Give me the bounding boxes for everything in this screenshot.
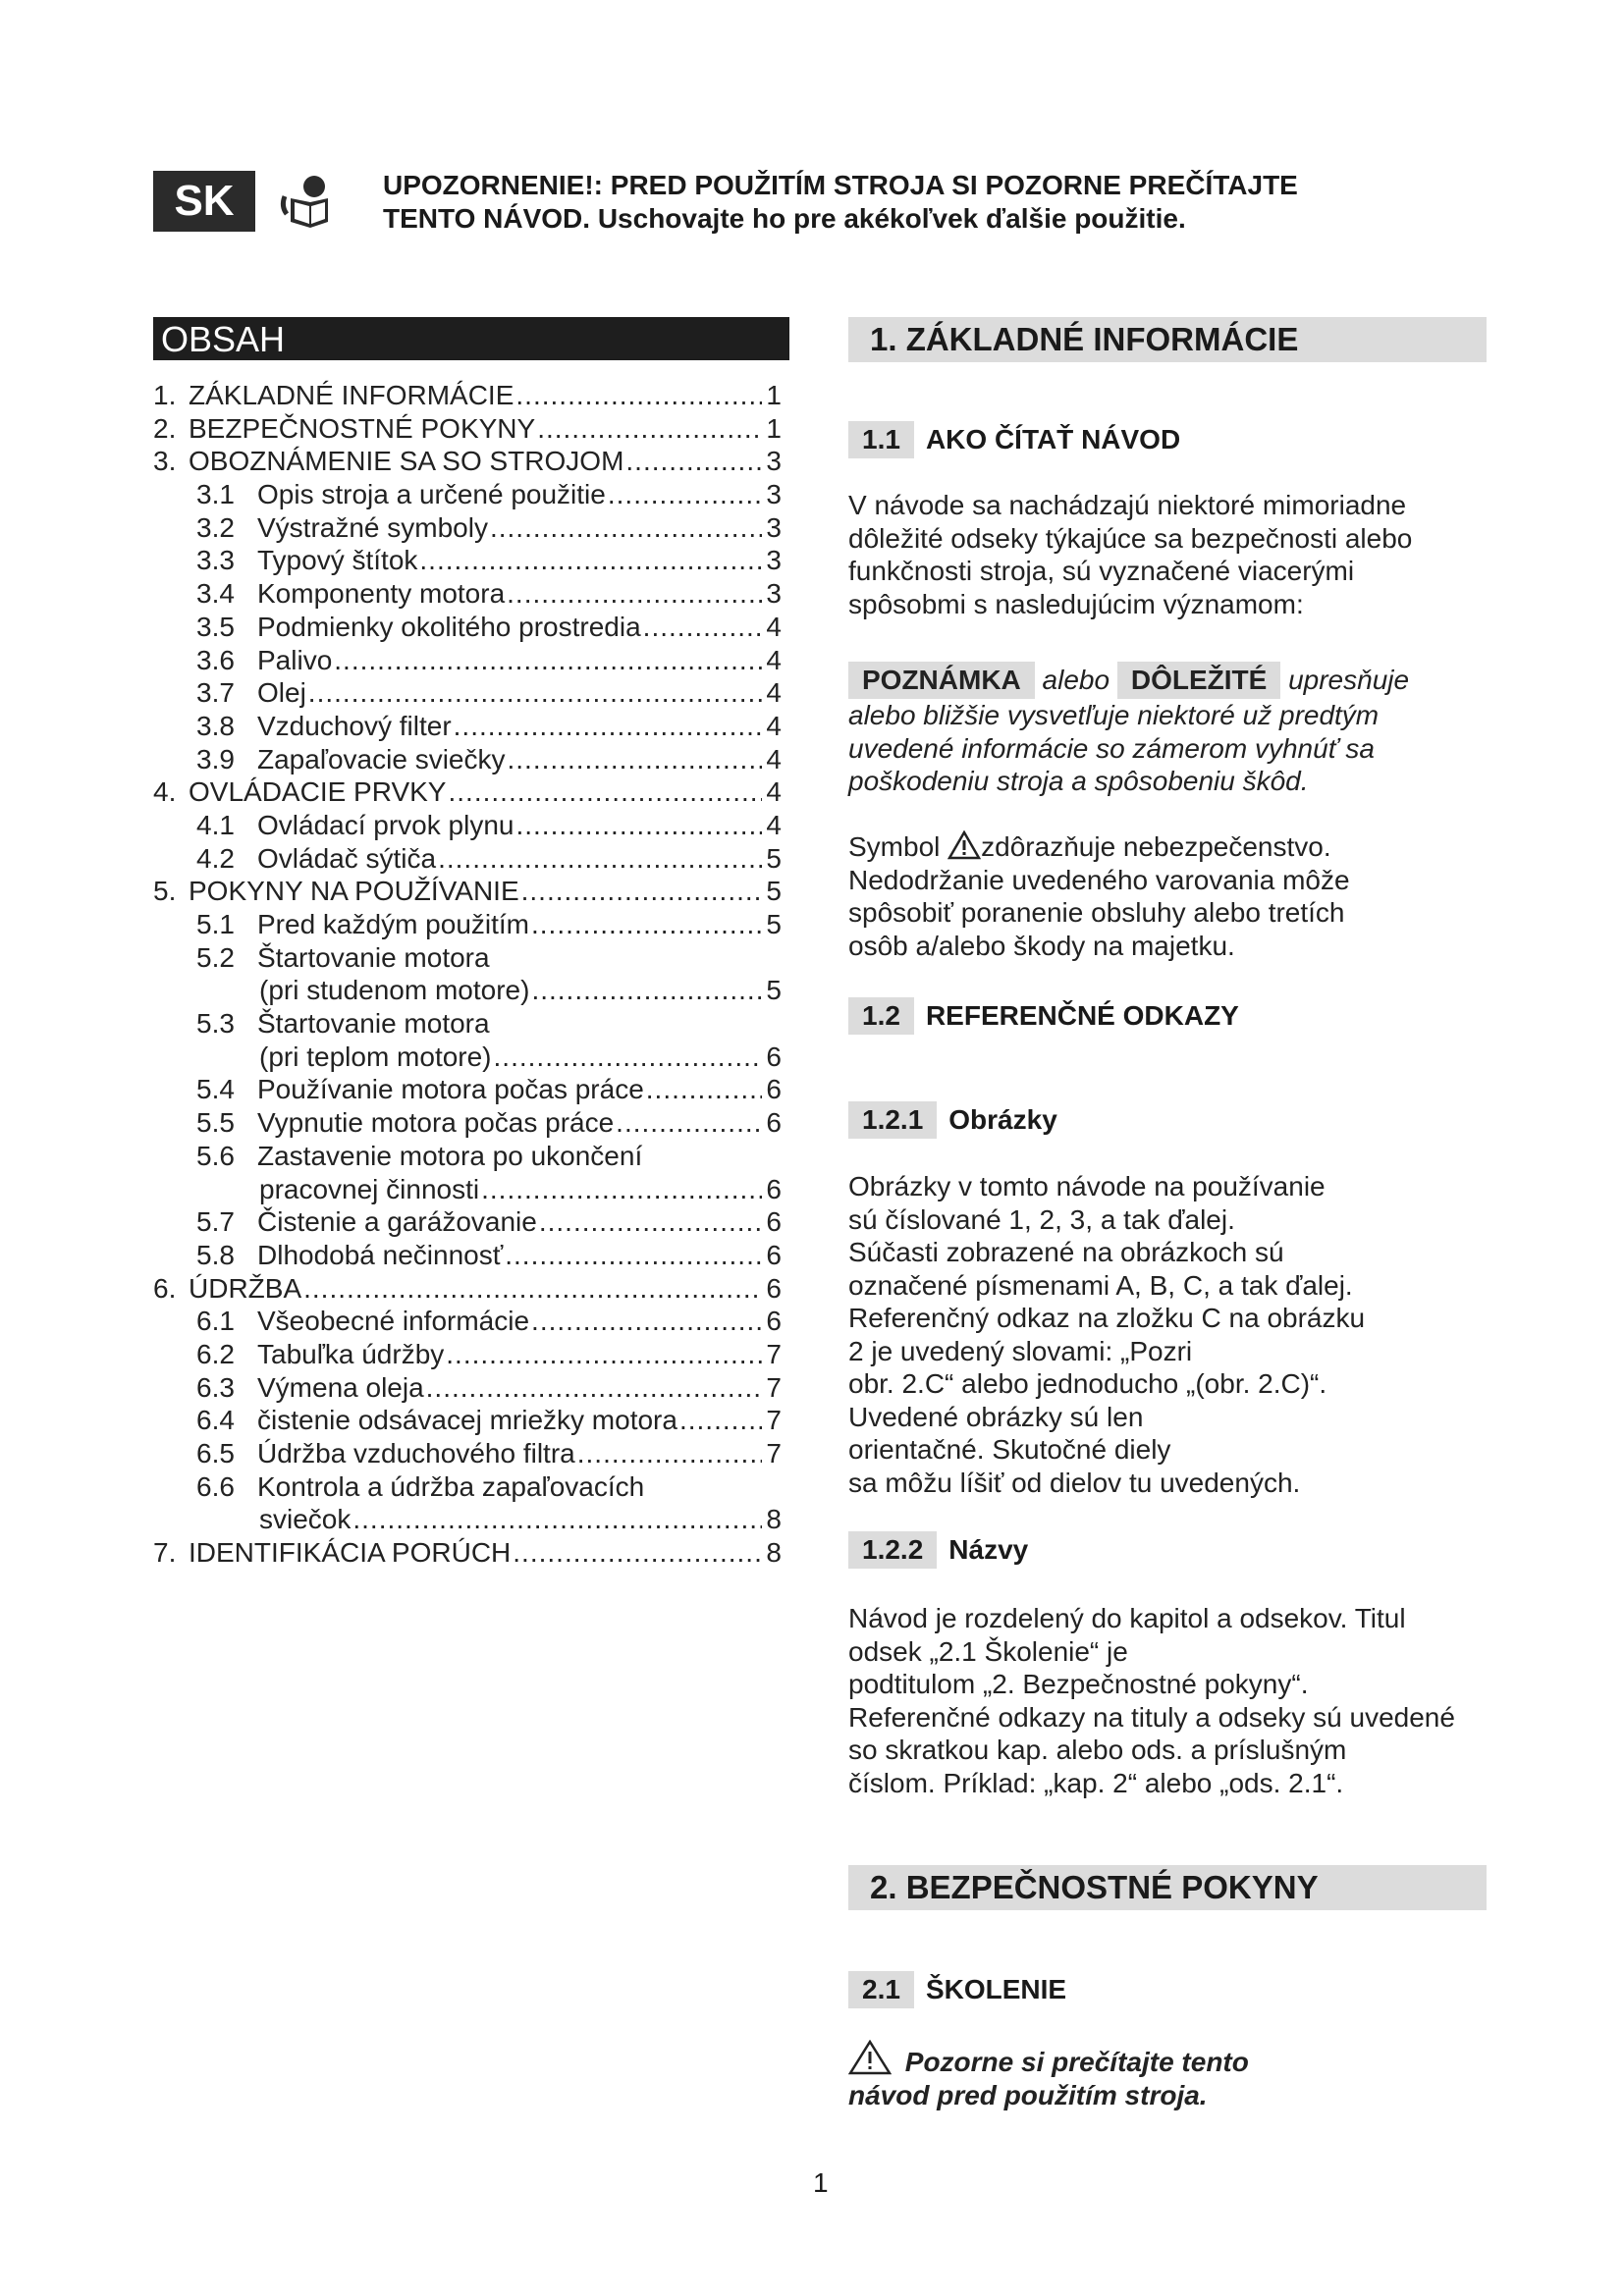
subsection-1-2-heading: 1.2 REFERENČNÉ ODKAZY (848, 997, 1239, 1035)
paragraph-1-2-1: Obrázky v tomto návode na používanie sú číslované 1, 2, 3, a tak ďalej. Súčasti zobrazené na obrázkoch sú označené písmenami A, B, C, a tak ďalej. Referenčný odkaz na zložku C na obrázku 2 je uvedený slovami: „Pozri obr. 2.C“ alebo jednoducho „(obr. 2.C)“. Uvedené obrázky sú len orientačné. Skutočné diely sa môžu líšiť od dielov tu uvedených. (848, 1171, 1366, 1498)
toc-entry-title: Podmienky okolitého prostredia (257, 611, 641, 642)
toc-dot-leader (514, 809, 762, 841)
toc-dot-leader (301, 1272, 762, 1305)
toc-dot-leader (488, 511, 762, 544)
toc-dot-leader (677, 1404, 762, 1436)
toc-entry (153, 577, 782, 611)
toc-entry-title: Čistenie a garážovanie (257, 1206, 537, 1238)
toc-entry (153, 544, 782, 577)
toc-title: OBSAH (153, 317, 789, 360)
toc-entry-page: 4 (766, 677, 782, 709)
section-2-heading: 2. BEZPEČNOSTNÉ POKYNY (848, 1865, 1487, 1910)
toc-entry-page: 6 (766, 1206, 782, 1238)
toc-entry-title: Zapaľovacie sviečky (257, 743, 506, 774)
toc-entry-number: 6.3 (196, 1371, 235, 1403)
toc-entry (153, 1338, 782, 1371)
toc-entry-title: Palivo (257, 644, 333, 675)
toc-dot-leader (529, 1305, 762, 1337)
toc-dot-leader (503, 1239, 762, 1271)
toc-entry-number: 3.6 (196, 644, 235, 675)
toc-entry (153, 775, 782, 809)
page-number: 1 (813, 2167, 829, 2198)
toc-entry-title: (pri teplom motore) (259, 1041, 492, 1072)
toc-entry-page: 4 (766, 743, 782, 774)
toc-dot-leader (606, 478, 763, 510)
toc-entry-title: čistenie odsávacej mriežky motora (257, 1405, 677, 1436)
toc-entry (153, 1503, 782, 1536)
toc-dot-leader (641, 611, 763, 643)
toc-dot-leader (351, 1503, 762, 1535)
toc-entry-title: Kontrola a údržba zapaľovacích (257, 1470, 645, 1502)
toc-entry-number: 3.8 (196, 710, 235, 741)
toc-entry-title: ÚDRŽBA (189, 1272, 302, 1304)
toc-dot-leader (519, 875, 763, 907)
toc-dot-leader (506, 743, 763, 775)
toc-entry-number: 3. (153, 446, 177, 477)
paragraph-1-2-2: Návod je rozdelený do kapitol a odsekov. Titul odsek „2.1 Školenie“ je podtitulom „2. Bezpečnostné pokyny“. Referenčné odkazy na tituly a odseky sú uvedené so skratkou kap. alebo ods. a príslušným číslom. Príklad: „kap. 2“ alebo „ods. 2.1“. (848, 1603, 1455, 1798)
toc-entry-number: 5.3 (196, 1008, 235, 1040)
toc-entry-number: 5.1 (196, 909, 235, 939)
subsection-1-2-1-heading: 1.2.1 Obrázky (848, 1101, 1057, 1139)
toc-dot-leader (644, 1073, 763, 1105)
warning-triangle-icon (848, 2040, 892, 2075)
toc-entry (153, 842, 782, 876)
toc-entry-page: 3 (766, 479, 782, 510)
toc-entry-title: Ovládač sýtiča (257, 842, 437, 874)
toc-dot-leader (436, 842, 762, 875)
read-manual-icon (277, 173, 340, 232)
toc-entry-page: 8 (766, 1504, 782, 1535)
toc-entry-title: Pred každým použitím (257, 909, 529, 939)
toc-entry-title: Výmena oleja (257, 1371, 424, 1403)
toc-entry-number: 6.5 (196, 1438, 235, 1468)
toc-entry-title: OVLÁDACIE PRVKY (189, 776, 447, 808)
subsection-2-1-heading: 2.1 ŠKOLENIE (848, 1971, 1066, 2008)
toc-dot-leader (444, 1338, 762, 1370)
toc-dot-leader (492, 1041, 763, 1073)
toc-entry-number: 3.7 (196, 677, 235, 709)
toc-entry-number: 6.4 (196, 1405, 235, 1436)
toc-entry (153, 412, 782, 446)
toc-dot-leader (511, 1536, 762, 1569)
toc-dot-leader (623, 445, 762, 477)
toc-entry-title: Opis stroja a určené použitie (257, 479, 606, 510)
toc-entry-number: 4.1 (196, 809, 235, 840)
toc-entry-page: 7 (766, 1405, 782, 1436)
toc-entry (153, 478, 782, 511)
subsection-1-2-2-heading: 1.2.2 Názvy (848, 1531, 1028, 1569)
toc-entry (153, 1239, 782, 1272)
toc-entry (153, 1272, 782, 1306)
toc-dot-leader (514, 379, 762, 411)
toc-entry-page: 7 (766, 1438, 782, 1468)
toc-entry (153, 1470, 782, 1504)
toc-entry-title: Výstražné symboly (257, 511, 488, 543)
toc-entry-page: 6 (766, 1306, 782, 1337)
toc-entry-title: Štartovanie motora (257, 1008, 490, 1040)
toc-entry (153, 644, 782, 677)
toc-entry-number: 4. (153, 776, 177, 808)
toc-entry-number: 5.2 (196, 941, 235, 973)
toc-entry (153, 1106, 782, 1140)
toc-entry-number: 4.2 (196, 842, 235, 874)
toc-entry (153, 1041, 782, 1074)
toc-entry-page: 3 (766, 446, 782, 477)
toc-entry-number: 1. (153, 380, 177, 410)
toc-entry-number: 5.7 (196, 1206, 235, 1238)
toc-entry-page: 4 (766, 809, 782, 840)
toc-entry-page: 3 (766, 578, 782, 610)
toc-entry-title: Vzduchový filter (257, 710, 452, 741)
toc-entry-number: 7. (153, 1537, 177, 1569)
toc-dot-leader (529, 974, 762, 1006)
warning-triangle-icon (947, 830, 981, 860)
toc-entry-number: 3.9 (196, 743, 235, 774)
toc-entry-number: 3.3 (196, 545, 235, 576)
toc-entry-page: 1 (766, 412, 782, 444)
toc-dot-leader (424, 1371, 763, 1404)
toc-entry-page: 6 (766, 1239, 782, 1270)
toc-entry-page: 4 (766, 710, 782, 741)
toc-entry-title: Zastavenie motora po ukončení (257, 1140, 643, 1171)
toc-entry (153, 743, 782, 776)
toc-entry (153, 875, 782, 908)
toc-entry (153, 511, 782, 545)
toc-entry-page: 5 (766, 975, 782, 1006)
toc-entry-page: 1 (766, 380, 782, 410)
toc-entry-title: POKYNY NA POUŽÍVANIE (189, 876, 519, 907)
toc-dot-leader (446, 775, 762, 808)
toc-entry-title: sviečok (259, 1504, 352, 1535)
toc-entry (153, 1305, 782, 1338)
toc-entry-title: (pri studenom motore) (259, 975, 530, 1006)
toc-entry (153, 1404, 782, 1437)
toc-entry-number: 6.6 (196, 1470, 235, 1502)
toc-entry-page: 7 (766, 1338, 782, 1369)
toc-entry (153, 1073, 782, 1106)
toc-entry-page: 4 (766, 776, 782, 808)
table-of-contents (153, 379, 782, 1570)
toc-entry-number: 5. (153, 876, 177, 907)
toc-entry (153, 379, 782, 412)
toc-entry-number: 3.5 (196, 611, 235, 642)
toc-entry-title: Používanie motora počas práce (257, 1074, 644, 1105)
toc-dot-leader (575, 1437, 763, 1469)
toc-entry (153, 1205, 782, 1239)
toc-entry-title: Štartovanie motora (257, 941, 490, 973)
toc-dot-leader (452, 710, 763, 742)
toc-entry-title: Údržba vzduchového filtra (257, 1438, 575, 1468)
toc-dot-leader (332, 644, 762, 676)
toc-entry-page: 4 (766, 611, 782, 642)
important-tag: DÔLEŽITÉ (1117, 662, 1280, 699)
toc-entry-title: Typový štítok (257, 545, 418, 576)
toc-entry-title: BEZPEČNOSTNÉ POKYNY (189, 412, 536, 444)
toc-dot-leader (479, 1173, 762, 1205)
toc-entry (153, 1007, 782, 1041)
toc-entry-number: 5.8 (196, 1239, 235, 1270)
toc-entry-page: 6 (766, 1074, 782, 1105)
note-tag: POZNÁMKA (848, 662, 1035, 699)
toc-entry-title: Tabuľka údržby (257, 1338, 445, 1369)
toc-entry-number: 5.4 (196, 1074, 235, 1105)
toc-entry-page: 4 (766, 644, 782, 675)
toc-entry-title: Vypnutie motora počas práce (257, 1107, 615, 1139)
toc-entry-number: 5.5 (196, 1107, 235, 1139)
toc-entry-number: 5.6 (196, 1140, 235, 1171)
note-paragraph: POZNÁMKA alebo DÔLEŽITÉ upresňuje alebo bližšie vysvetľuje niektoré už predtým uvedené informácie so zámerom vyhnúť sa poškodeniu stroja a spôsobeniu škôd. (848, 662, 1496, 798)
warning-heading: UPOZORNENIE!: PRED POUŽITÍM STROJA SI POZORNE PREČÍTAJTE TENTO NÁVOD. Uschovajte ho pre akékoľvek ďalšie použitie. (383, 170, 1298, 234)
toc-entry-page: 6 (766, 1041, 782, 1072)
toc-entry (153, 1140, 782, 1173)
toc-entry (153, 974, 782, 1007)
toc-entry (153, 809, 782, 842)
toc-dot-leader (417, 544, 762, 576)
toc-entry (153, 611, 782, 644)
toc-entry-title: IDENTIFIKÁCIA PORÚCH (189, 1537, 512, 1569)
toc-entry-title: Všeobecné informácie (257, 1306, 530, 1337)
symbol-paragraph: Symbol zdôrazňuje nebezpečenstvo. Nedodržanie uvedeného varovania môže spôsobiť poranenie obsluhy alebo tretích osôb a/alebo škody na majetku. (848, 831, 1350, 961)
toc-entry-number: 6.2 (196, 1338, 235, 1369)
paragraph-1-1: V návode sa nachádzajú niektoré mimoriadne dôležité odseky týkajúce sa bezpečnosti alebo funkčnosti stroja, sú vyznačené viacerými spôsobmi s nasledujúcim významom: (848, 490, 1413, 619)
toc-entry (153, 1173, 782, 1206)
toc-entry-number: 2. (153, 412, 177, 444)
toc-dot-leader (306, 676, 763, 709)
toc-dot-leader (529, 908, 762, 940)
toc-dot-leader (537, 1205, 763, 1238)
toc-entry (153, 445, 782, 478)
toc-entry-title: ZÁKLADNÉ INFORMÁCIE (189, 380, 514, 410)
toc-entry-title: Dlhodobá nečinnosť (257, 1239, 504, 1270)
toc-dot-leader (535, 412, 762, 445)
toc-entry (153, 908, 782, 941)
toc-entry-number: 6. (153, 1272, 177, 1304)
toc-entry (153, 1437, 782, 1470)
toc-dot-leader (614, 1106, 762, 1139)
toc-entry (153, 941, 782, 975)
toc-entry-page: 6 (766, 1272, 782, 1304)
toc-entry-page: 6 (766, 1173, 782, 1204)
toc-entry-title: Ovládací prvok plynu (257, 809, 514, 840)
toc-entry-title: pracovnej činnosti (259, 1173, 480, 1204)
training-warning: Pozorne si prečítajte tento návod pred použitím stroja. (848, 2040, 1496, 2111)
toc-entry-number: 3.2 (196, 511, 235, 543)
toc-entry-number: 3.1 (196, 479, 235, 510)
toc-entry-page: 3 (766, 545, 782, 576)
toc-entry (153, 1536, 782, 1570)
toc-dot-leader (505, 577, 762, 610)
toc-entry-page: 8 (766, 1537, 782, 1569)
toc-entry-number: 3.4 (196, 578, 235, 610)
toc-entry (153, 1371, 782, 1405)
toc-entry-page: 5 (766, 842, 782, 874)
subsection-1-1-heading: 1.1 AKO ČÍTAŤ NÁVOD (848, 421, 1180, 458)
toc-entry-page: 6 (766, 1107, 782, 1139)
toc-entry-number: 6.1 (196, 1306, 235, 1337)
toc-entry-title: OBOZNÁMENIE SA SO STROJOM (189, 446, 624, 477)
toc-entry (153, 676, 782, 710)
language-badge: SK (153, 171, 255, 232)
toc-entry-title: Olej (257, 677, 306, 709)
toc-entry-title: Komponenty motora (257, 578, 506, 610)
toc-entry-page: 5 (766, 876, 782, 907)
section-1-heading: 1. ZÁKLADNÉ INFORMÁCIE (848, 317, 1487, 362)
toc-entry (153, 710, 782, 743)
toc-entry-page: 5 (766, 909, 782, 939)
toc-entry-page: 3 (766, 511, 782, 543)
toc-entry-page: 7 (766, 1371, 782, 1403)
